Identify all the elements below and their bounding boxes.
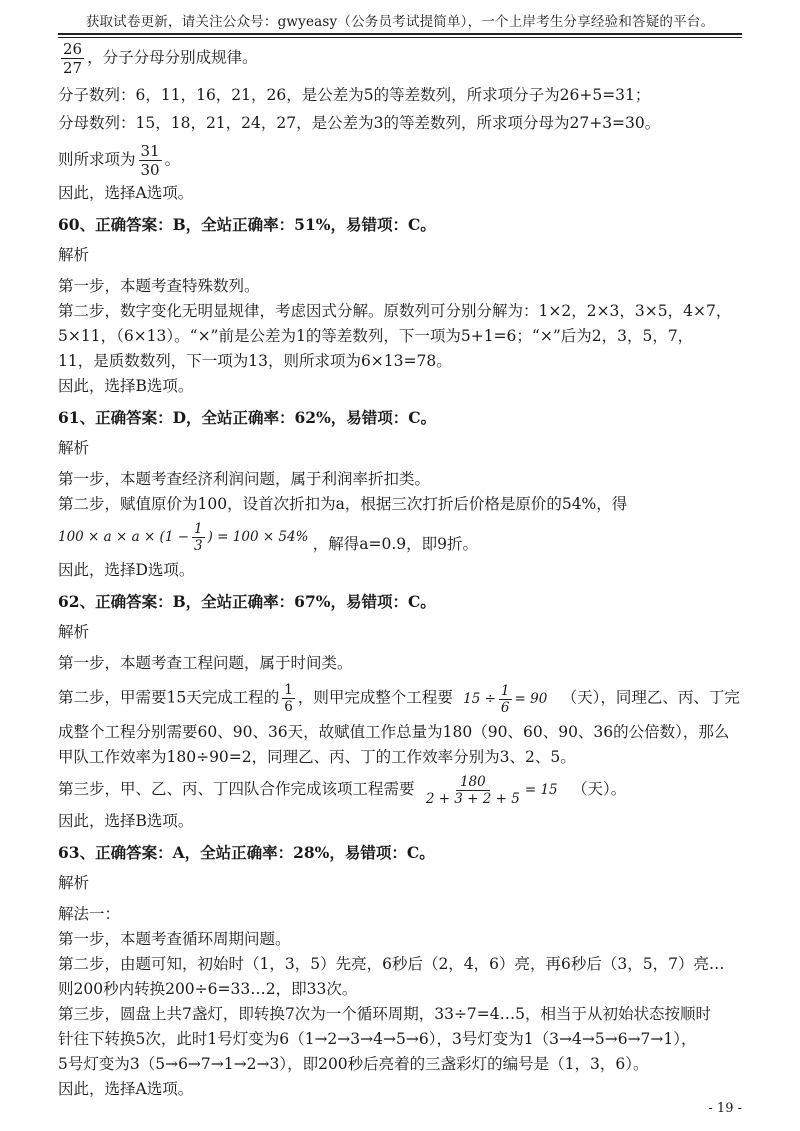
q59-conclusion: 因此，选择A选项。	[58, 184, 194, 202]
q62-jiexi: 解析	[58, 623, 90, 641]
q60-step2-l1: 第二步，数字变化无明显规律，考虑因式分解。原数列可分别分解为：1×2，2×3，3×5，4×7，	[58, 302, 732, 320]
q63-step2-l2: 则200秒内转换200÷6=33…2，即33次。	[58, 979, 358, 998]
q63-step3-l1: 第三步，圆盘上共7盏灯，即转换7次为一个循环周期，33÷7=4…5，相当于从初始状态按顺时	[58, 1004, 712, 1023]
page-header: 获取试卷更新，请关注公众号：gwyeasy（公务员考试提简单），一个上岸考生分享经验和答疑的平台。	[85, 14, 715, 30]
q62-step1: 第一步，本题考查工程问题，属于时间类。	[58, 654, 353, 672]
fraction-31-30: $\frac{31}{30}$	[140, 142, 160, 179]
q62-step3: 第三步，甲、乙、丙、丁四队合作完成该项工程需要 $\frac{180}{2 + 3 + 2 + 5}$ = 15 （天）。	[58, 773, 627, 807]
q62-conclusion: 因此，选择B选项。	[58, 811, 194, 830]
q60-step2-l3: 11，是质数数列，下一项为13，则所求项为6×13=78。	[58, 352, 452, 370]
fraction-26-27: $\frac{26}{27}$	[63, 40, 83, 77]
fraction-1-6-b: $\frac{1}{6}$	[500, 682, 510, 716]
page-number: - 19 -	[708, 1101, 742, 1116]
q62-step2-l2: 成整个工程分别需要60、90、36天，故赋值工作总量为180（90、60、90、36的公倍数），那么	[58, 722, 730, 741]
q63-jiexi: 解析	[58, 873, 90, 892]
q61-jiexi: 解析	[58, 439, 90, 457]
q59-result-line: 则所求项为 $\frac{31}{30}$ 。	[58, 142, 181, 179]
q62-formula-15: $\frac{180}{2 + 3 + 2 + 5}$ = 15	[425, 773, 558, 807]
q59-fraction-line: $\frac{26}{27}$ ，分子分母分别成规律。	[63, 40, 258, 77]
q60-step2-l2: 5×11，（6×13）。“×”前是公差为1的等差数列，下一项为5+1=6；“×”后为2，3，5，7，	[58, 327, 694, 345]
fraction-180-sum: $\frac{180}{2 + 3 + 2 + 5}$	[425, 773, 520, 807]
q59-numerator-seq: 分子数列：6，11，16，21，26，是公差为5的等差数列，所求项分子为26+5=31；	[58, 86, 651, 104]
q63-step1: 第一步，本题考查循环周期问题。	[58, 929, 291, 948]
q59-denominator-seq: 分母数列：15，18，21，24，27，是公差为3的等差数列，所求项分母为27+3=30。	[58, 114, 661, 132]
fraction-1-6: $\frac{1}{6}$	[284, 682, 293, 715]
q61-step2-l1: 第二步，赋值原价为100，设首次折扣为a，根据三次打折后价格是原价的54%，得	[58, 495, 628, 513]
q63-method: 解法一：	[58, 904, 121, 923]
q61-formula-line: 100 × a × a × (1 − $\frac{1}{3}$ ) = 100 × 54% ，解得a=0.9，即9折。	[58, 521, 478, 554]
q60-conclusion: 因此，选择B选项。	[58, 377, 194, 395]
q60-jiexi: 解析	[58, 246, 90, 264]
q61-heading: 61、正确答案：D，全站正确率：62%，易错项：C。	[58, 408, 437, 427]
q62-heading: 62、正确答案：B，全站正确率：67%，易错项：C。	[58, 592, 436, 611]
q61-conclusion: 因此，选择D选项。	[58, 561, 195, 579]
q63-step2-l1: 第二步，由题可知，初始时（1，3，5）先亮，6秒后（2，4，6）亮，再6秒后（3，5，7）亮…	[58, 954, 725, 973]
page-content	[58, 38, 748, 1102]
header-rule-thick	[58, 33, 742, 35]
q62-formula-90: 15 ÷ $\frac{1}{6}$ = 90	[463, 682, 548, 716]
fraction-1-3: $\frac{1}{3}$	[194, 521, 203, 554]
q62-step2-l1: 第二步，甲需要15天完成工程的 $\frac{1}{6}$ ，则甲完成整个工程要 15 ÷ $\frac{1}{6}$ = 90 （天），同理乙、丙、丁完	[58, 682, 740, 716]
q61-formula: 100 × a × a × (1 − $\frac{1}{3}$ ) = 100 × 54%	[58, 521, 309, 554]
q63-step3-l2: 针往下转换5次，此时1号灯变为6（1→2→3→4→5→6），3号灯变为1（3→4→5→6→7→1），	[58, 1029, 697, 1048]
q61-step1: 第一步，本题考查经济利润问题，属于利润率折扣类。	[58, 470, 431, 488]
q63-conclusion: 因此，选择A选项。	[58, 1079, 194, 1098]
q63-step3-l3: 5号灯变为3（5→6→7→1→2→3），即200秒后亮着的三盏彩灯的编号是（1，3，6）。	[58, 1054, 649, 1073]
q63-heading: 63、正确答案：A，全站正确率：28%，易错项：C。	[58, 842, 435, 862]
q60-step1: 第一步，本题考查特殊数列。	[58, 277, 260, 295]
q60-heading: 60、正确答案：B，全站正确率：51%，易错项：C。	[58, 215, 436, 234]
q62-step2-l3: 甲队工作效率为180÷90=2，同理乙、丙、丁的工作效率分别为3、2、5。	[58, 747, 576, 766]
